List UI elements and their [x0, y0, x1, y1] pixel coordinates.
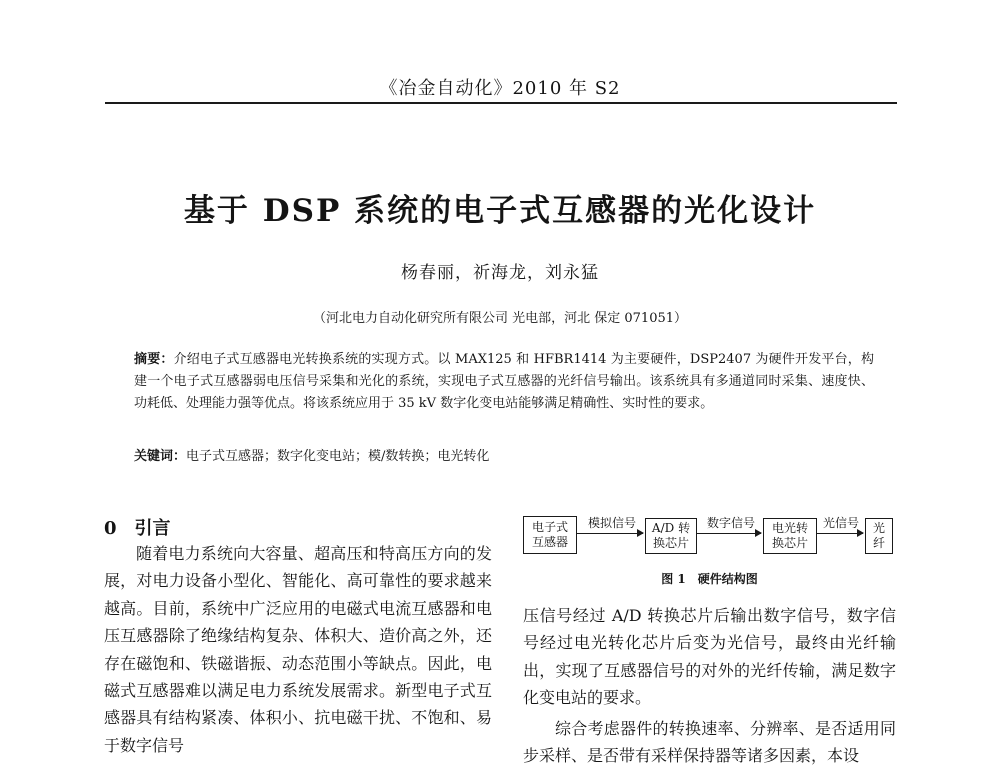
hardware-structure-figure: [523, 514, 896, 594]
block-eo-converter: [763, 518, 817, 554]
block-eo-line2: 换芯片: [771, 536, 808, 550]
block-adc-line1: A/D 转: [651, 521, 691, 535]
header-rule: [105, 102, 897, 104]
keywords: [134, 446, 874, 468]
arrow-optical: [817, 533, 863, 534]
article-authors: 杨春丽，祈海龙，刘永猛: [401, 263, 599, 283]
block-sensor-line1: 电子式: [531, 520, 568, 534]
arrow-label-digital: 数字信号: [706, 516, 755, 530]
right-paragraph-2: 综合考虑器件的转换速率、分辨率、是否适用同步采样、是否带有采样保持器等诸多因素，本设: [523, 718, 896, 766]
article-affiliation: （河北电力自动化研究所有限公司 光电部，河北 保定 071051）: [312, 311, 688, 326]
abstract: [134, 349, 874, 415]
right-column: [523, 602, 896, 769]
section-heading: [104, 514, 171, 540]
section-number: 0: [104, 518, 117, 539]
block-adc-line2: 换芯片: [652, 536, 689, 550]
intro-paragraph: 随着电力系统向大容量、超高压和特高压方向的发展，对电力设备小型化、智能化、高可靠性的要求越来越高。目前，系统中广泛应用的电磁式电流互感器和电压互感器除了绝缘结构复杂、体积大、造价高之外，还存在磁饱和、铁磁谐振、动态范围小等缺点。因此，电磁式互感器难以满足电力系统发展需求。新型电子式互感器具有结构紧凑、体积小、抗电磁干扰、不饱和、易于数字信号: [104, 544, 492, 755]
block-fiber-line2: 纤: [872, 536, 885, 550]
arrow-digital: [697, 533, 761, 534]
section-title: 引言: [134, 518, 171, 539]
figure-caption: 图 1 硬件结构图: [661, 572, 758, 586]
block-electronic-transformer: [523, 516, 577, 554]
abstract-label: 摘要：: [134, 352, 174, 367]
block-eo-line1: 电光转: [771, 521, 808, 535]
right-paragraph-1: 压信号经过 A/D 转换芯片后输出数字信号，数字信号经过电光转化芯片后变为光信号，最终由光纤输出，实现了互感器信号的对外的光纤传输，满足数字化变电站的要求。: [523, 606, 896, 708]
keywords-label: 关键词：: [134, 449, 187, 464]
block-fiber-line1: 光: [872, 521, 885, 535]
block-sensor-line2: 互感器: [531, 535, 568, 549]
arrow-label-optical: 光信号: [822, 516, 859, 530]
block-optical-fiber: [865, 518, 893, 554]
article-title: 基于 DSP 系统的电子式互感器的光化设计: [183, 193, 817, 229]
abstract-text: 介绍电子式互感器电光转换系统的实现方式。以 MAX125 和 HFBR1414 为主要硬件，DSP2407 为硬件开发平台，构建一个电子式互感器弱电压信号采集和光化的系统，实现电子式互感器的光纤信号输出。该系统具有多通道同时采集、速度快、功耗低、处理能力强等优点。将该系统应用于 35 kV 数字化变电站能够满足精确性、实时性的要求。: [134, 352, 874, 411]
arrow-label-analog: 模拟信号: [587, 516, 636, 530]
arrow-analog: [577, 533, 643, 534]
running-header: 《冶金自动化》2010 年 S2: [379, 78, 621, 99]
left-column: [104, 540, 492, 759]
keywords-text: 电子式互感器；数字化变电站；模/数转换；电光转化: [186, 449, 490, 464]
block-ad-converter: [645, 518, 697, 554]
